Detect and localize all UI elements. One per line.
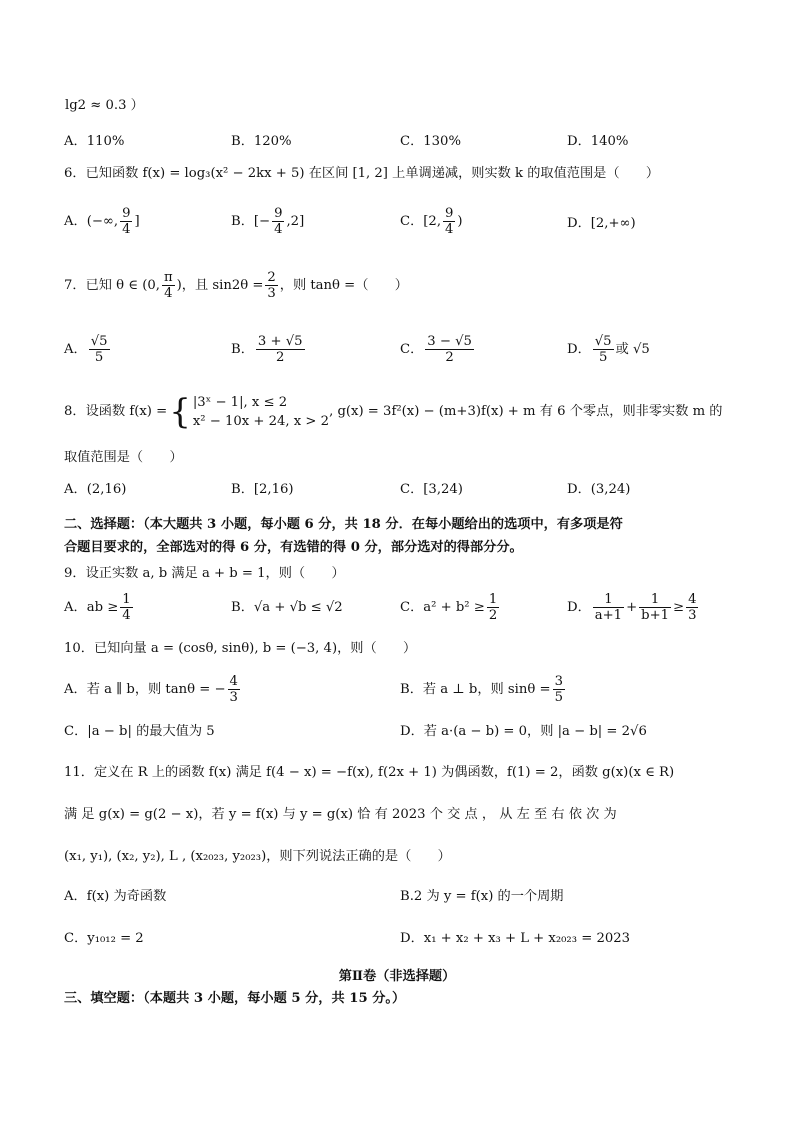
q10-stem: 10．已知向量 a = (cosθ, sinθ), b = (−3, 4)，则（ ） [64,641,417,656]
section-2-heading: 二、选择题：（本大题共 3 小题，每小题 6 分，共 18 分．在每小题给出的选项中，有多项是符 [64,517,623,532]
q7-option-b: B． $\frac{3 + √5}{2}$ [231,334,303,366]
q5-option-b: B．120% [231,134,292,149]
q10-option-d: D．若 a·(a − b) = 0，则 |a − b| = 2√6 [400,724,647,739]
q6-option-d: D．[2,+∞) [567,216,636,231]
q9-option-c: C．a² + b² ≥ $\frac{1}{2}$ [400,592,498,624]
q11-option-d: D．x₁ + x₂ + x₃ + L + x₂₀₂₃ = 2023 [400,931,631,946]
q5-stem-tail: lg2 ≈ 0.3 ） [65,98,144,113]
q6-stem: 6．已知函数 f(x) = log₃(x² − 2kx + 5) 在区间 [1, 2] 上单调递减，则实数 k 的取值范围是（ ） [64,166,660,181]
q7-stem: 7．已知 θ ∈ (0, $\frac{\pi}{4}$ )，且 sin2θ = $\frac{2}{3}$ ，则 tanθ =（ ） [64,270,408,302]
q6-option-c: C．[2, $\frac{9}{4}$ ) [400,206,463,238]
q10-option-a: A．若 a ∥ b，则 tanθ = − $\frac{4}{3}$ [64,674,238,706]
section-2-heading-line2: 合题目要求的，全部选对的得 6 分，有选错的得 0 分，部分选对的得部分分。 [64,540,523,555]
q5-option-d: D．140% [567,134,629,149]
q7-option-d: D． $\frac{√5}{5}$ 或 √5 [567,334,650,366]
q8-option-b: B．[2,16) [231,482,294,497]
q8-stem-line2: 取值范围是（ ） [64,450,183,465]
q11-stem-line1: 11．定义在 R 上的函数 f(x) 满足 f(4 − x) = −f(x), f(2x + 1) 为偶函数，f(1) = 2，函数 g(x)(x ∈ R) [64,765,675,780]
q9-option-a: A．ab ≥ $\frac{1}{4}$ [64,592,131,624]
q6-option-b: B．[− $\frac{9}{4}$ ,2] [231,206,305,238]
q7-option-a: A． $\frac{√5}{5}$ [64,334,108,366]
q5-option-a: A．110% [64,134,125,149]
q11-stem-line3: (x₁, y₁), (x₂, y₂), L , (x₂₀₂₃, y₂₀₂₃)，则下列说法正确的是（ ） [64,849,451,864]
q6-option-a: A．(−∞, $\frac{9}{4}$ ] [64,206,140,238]
q8-option-d: D．(3,24) [567,482,631,497]
q9-option-b: B．√a + √b ≤ √2 [231,600,343,615]
q9-stem: 9．设正实数 a, b 满足 a + b = 1，则（ ） [64,566,345,581]
piecewise-cases: |3ˣ − 1|, x ≤ 2 x² − 10x + 24, x > 2 [192,395,330,430]
q10-option-c: C．|a − b| 的最大值为 5 [64,724,215,739]
q11-option-a: A．f(x) 为奇函数 [64,889,167,904]
q11-option-b: B.2 为 y = f(x) 的一个周期 [400,889,564,904]
q10-option-b: B．若 a ⊥ b，则 sinθ = $\frac{3}{5}$ [400,674,563,706]
q8-option-c: C．[3,24) [400,482,463,497]
q11-option-c: C．y₁₀₁₂ = 2 [64,931,144,946]
brace-symbol: { [169,392,191,433]
q7-option-c: C． $\frac{3 - √5}{2}$ [400,334,472,366]
q5-option-c: C．130% [400,134,461,149]
q9-option-d: D． $\frac{1}{a+1}$ + $\frac{1}{b+1}$ ≥ $\frac{4}{3}$ [567,592,697,624]
section-3-heading: 三、填空题：（本题共 3 小题，每小题 5 分，共 15 分。） [64,991,406,1006]
part-2-title: 第Ⅱ卷（非选择题） [338,969,456,984]
q8-stem: 8．设函数 f(x) = { |3ˣ − 1|, x ≤ 2 x² − 10x + 24, x > 2 , g(x) = 3f²(x) − (m+3)f(x) + m 有 6 个零点，则非零实数 m 的 [64,392,723,433]
q8-option-a: A．(2,16) [64,482,127,497]
q11-stem-line2: 满 足 g(x) = g(2 − x)，若 y = f(x) 与 y = g(x) 恰 有 2023 个 交 点 ， 从 左 至 右 依 次 为 [64,807,617,822]
